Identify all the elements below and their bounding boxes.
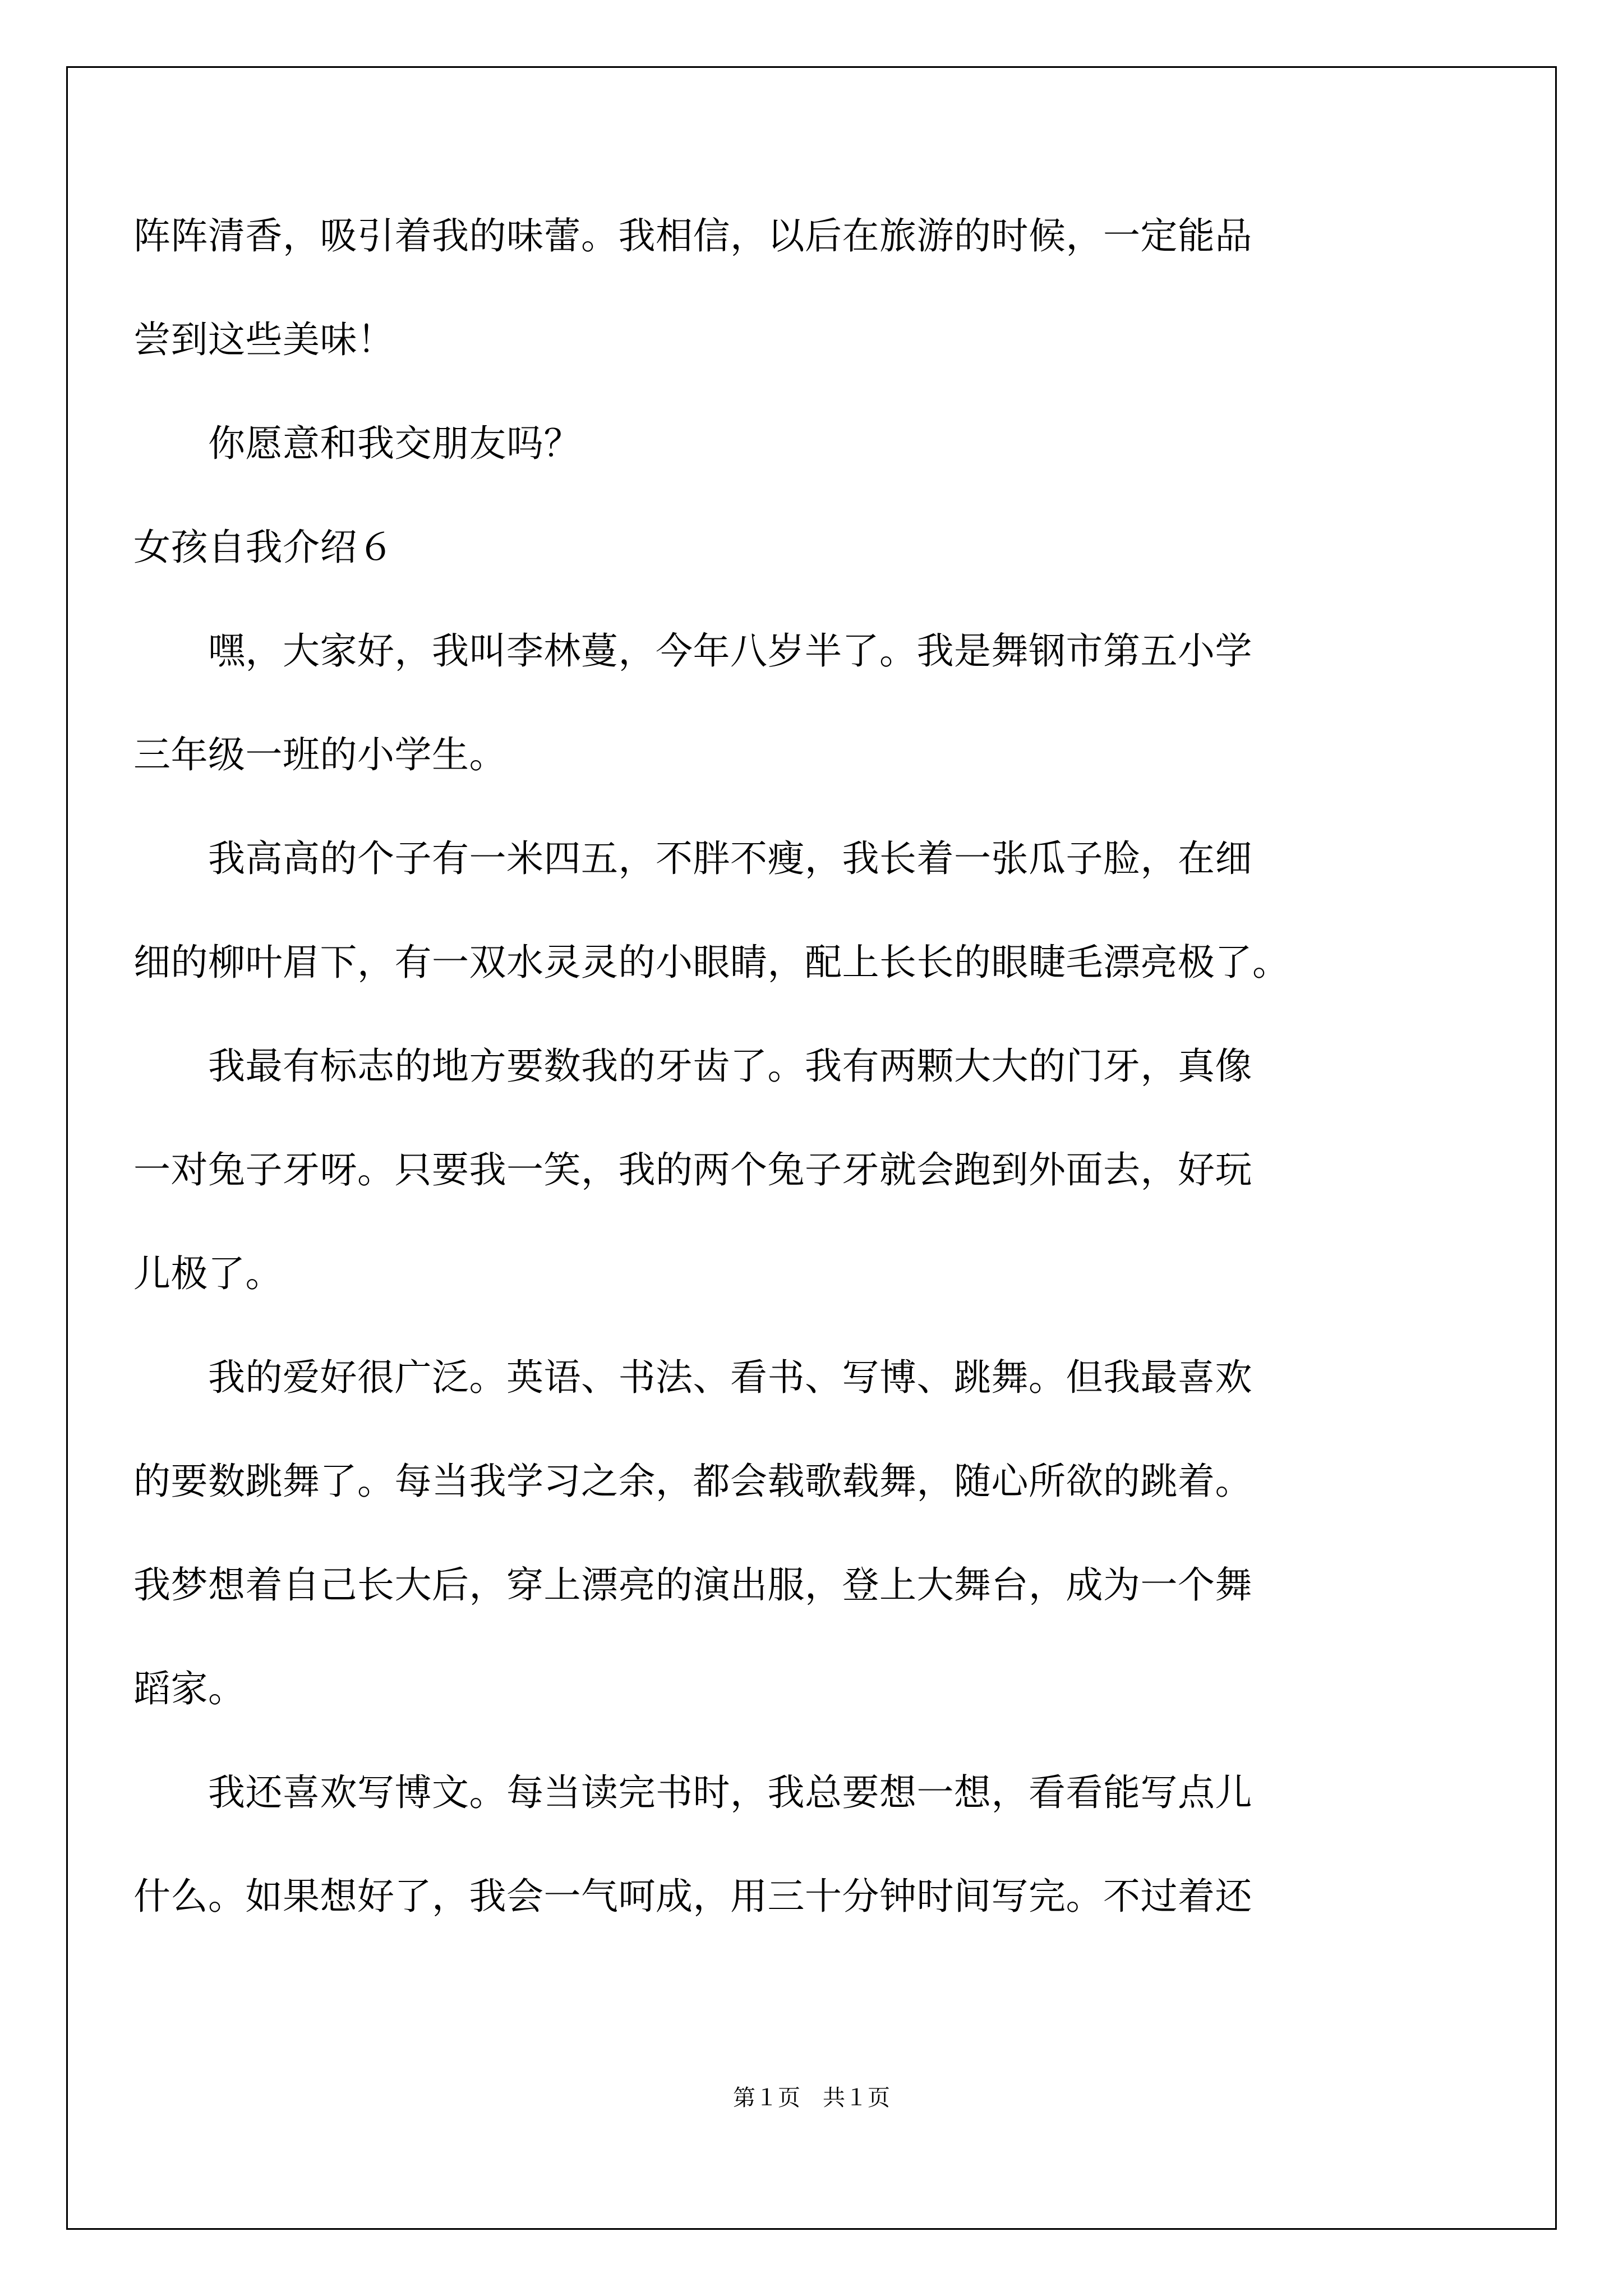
text-line: 尝到这些美味！: [133, 318, 395, 361]
text-line: 的要数跳舞了。每当我学习之余，都会载歌载舞，随心所欲的跳着。: [133, 1460, 1252, 1503]
section-heading: 女孩自我介绍６: [133, 526, 395, 569]
page-footer: 第１页 共１页: [733, 2085, 890, 2111]
text-line: 三年级一班的小学生。: [133, 733, 506, 776]
text-line: 阵阵清香，吸引着我的味蕾。我相信，以后在旅游的时候，一定能品: [133, 214, 1252, 257]
text-line: 我还喜欢写博文。每当读完书时，我总要想一想，看看能写点儿: [133, 1771, 1252, 1814]
text-line: 我的爱好很广泛。英语、书法、看书、写博、跳舞。但我最喜欢: [133, 1356, 1252, 1399]
text-line: 什么。如果想好了，我会一气呵成，用三十分钟时间写完。不过着还: [133, 1875, 1252, 1918]
text-line: 我梦想着自己长大后，穿上漂亮的演出服，登上大舞台，成为一个舞: [133, 1563, 1252, 1607]
text-line: 蹈家。: [133, 1667, 246, 1710]
text-line: 我最有标志的地方要数我的牙齿了。我有两颗大大的门牙，真像: [133, 1045, 1252, 1088]
text-line: 细的柳叶眉下，有一双水灵灵的小眼睛，配上长长的眼睫毛漂亮极了。: [133, 941, 1290, 984]
text-line: 一对兔子牙呀。只要我一笑，我的两个兔子牙就会跑到外面去，好玩: [133, 1148, 1252, 1191]
text-line: 嘿，大家好，我叫李林蔓，今年八岁半了。我是舞钢市第五小学: [133, 629, 1252, 673]
text-line: 你愿意和我交朋友吗？: [133, 422, 581, 465]
text-line: 儿极了。: [133, 1252, 283, 1295]
text-line: 我高高的个子有一米四五，不胖不瘦，我长着一张瓜子脸，在细: [133, 837, 1252, 880]
